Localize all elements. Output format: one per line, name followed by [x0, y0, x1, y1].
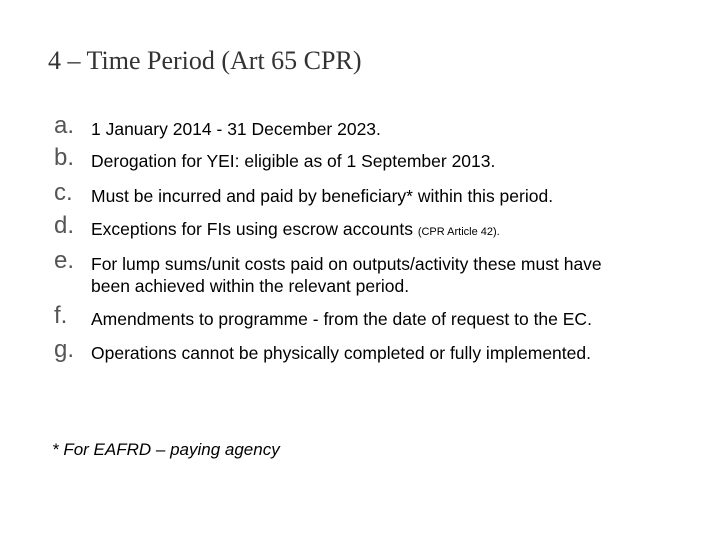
list-marker: d. [54, 212, 75, 239]
list-marker: b. [54, 144, 75, 171]
list-item-text [91, 218, 691, 243]
list-marker: g. [54, 336, 75, 363]
footnote: * For EAFRD – paying agency [52, 440, 280, 459]
list-marker: a. [54, 112, 75, 139]
list-item-text: Amendments to programme - from the date of request to the EC. [91, 309, 592, 329]
list-marker: c. [54, 179, 73, 206]
list-marker: e. [54, 247, 75, 274]
list-item-text: Derogation for YEI: eligible as of 1 September 2013. [91, 151, 496, 171]
list-item-text: Must be incurred and paid by beneficiary* within this period. [91, 186, 554, 206]
list-item-main-text: Exceptions for FIs using escrow accounts [91, 219, 418, 239]
list-item-text: For lump sums/unit costs paid on outputs/activity these must have been achieved within the relevant period. [91, 254, 602, 296]
list-item-text: 1 January 2014 - 31 December 2023. [91, 119, 381, 139]
slide-title: 4 – Time Period (Art 65 CPR) [48, 46, 362, 75]
list-marker: f. [54, 302, 68, 329]
citation-note: (CPR Article 42). [417, 226, 500, 238]
list-item-text: Operations cannot be physically completed or fully implemented. [91, 343, 591, 363]
